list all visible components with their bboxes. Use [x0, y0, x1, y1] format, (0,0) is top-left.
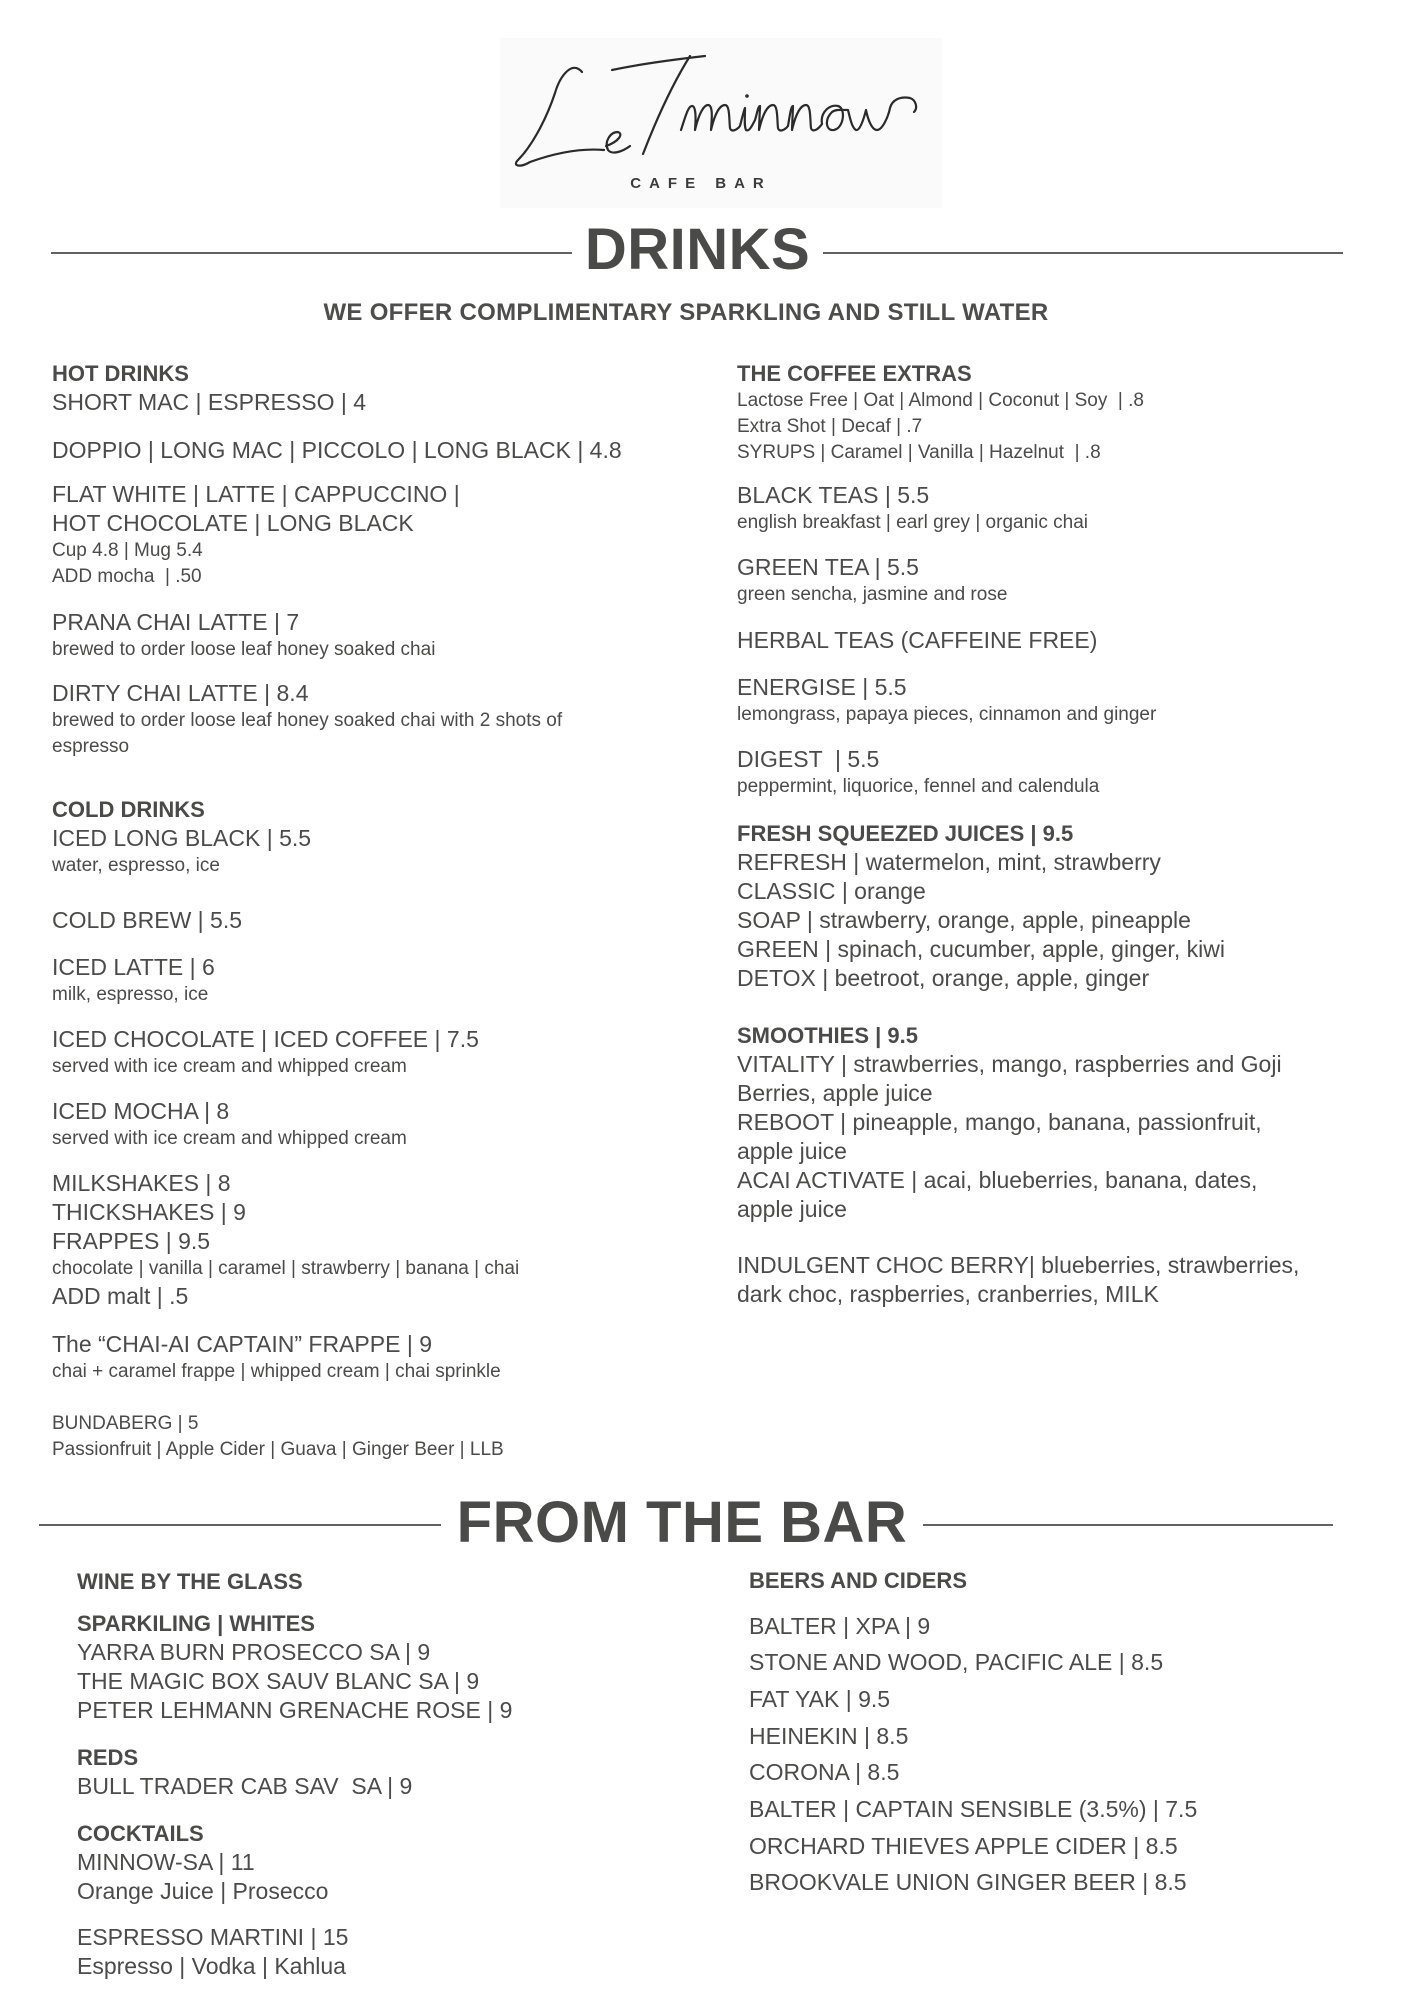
bar-rule-left: [39, 1524, 441, 1526]
coffee-extras-section: [737, 360, 1397, 466]
smoothie-reboot: REBOOT | pineapple, mango, banana, passionfruit,: [737, 1109, 1262, 1135]
item-flat-white: FLAT WHITE | LATTE | CAPPUCCINO |: [52, 481, 460, 507]
item-short-mac: SHORT MAC | ESPRESSO | 4: [52, 389, 367, 415]
item-prana-chai-group: [52, 608, 712, 663]
section-heading-cold-drinks: COLD DRINKS: [52, 797, 205, 822]
item-prana-chai: PRANA CHAI LATTE | 7: [52, 609, 300, 635]
logo-tagline: CAFE BAR: [630, 175, 772, 192]
section-heading-coffee-extras: THE COFFEE EXTRAS: [737, 361, 972, 386]
item-iced-long-black: ICED LONG BLACK | 5.5: [52, 825, 312, 851]
wine-rose: PETER LEHMANN GRENACHE ROSE | 9: [77, 1697, 513, 1723]
juice-classic: CLASSIC | orange: [737, 878, 926, 904]
item-hot-chocolate: HOT CHOCOLATE | LONG BLACK: [52, 510, 414, 536]
item-green-tea-group: [737, 553, 1397, 608]
item-description: brewed to order loose leaf honey soaked chai with 2 shots of: [52, 710, 563, 731]
item-iced-latte-group: [52, 953, 712, 1008]
item-bundaberg: BUNDABERG | 5: [52, 1413, 199, 1434]
item-cold-brew-group: [52, 906, 712, 935]
smoothies-section: [737, 1022, 1397, 1224]
beer-item: CORONA | 8.5: [749, 1759, 900, 1786]
item-addon: ADD malt | .5: [52, 1283, 189, 1309]
smoothie-indulgent-choc-berry-cont: dark choc, raspberries, cranberries, MILK: [737, 1281, 1159, 1307]
subheading-sparkling-whites: SPARKILING | WHITES: [77, 1611, 315, 1636]
item-flavours: Passionfruit | Apple Cider | Guava | Ginger Beer | LLB: [52, 1439, 504, 1460]
beer-item: BROOKVALE UNION GINGER BEER | 8.5: [749, 1869, 1187, 1896]
item-description: water, espresso, ice: [52, 855, 220, 876]
item-energise-group: [737, 673, 1397, 728]
beer-item: HEINEKIN | 8.5: [749, 1722, 909, 1749]
item-thickshakes: THICKSHAKES | 9: [52, 1199, 246, 1225]
section-heading-wine: WINE BY THE GLASS: [77, 1569, 303, 1594]
item-digest: DIGEST | 5.5: [737, 746, 880, 772]
subheading-reds: REDS: [77, 1745, 139, 1770]
cocktail-description: Orange Juice | Prosecco: [77, 1878, 329, 1904]
juice-green: GREEN | spinach, cucumber, apple, ginger, kiwi: [737, 936, 1225, 962]
bar-rule-right: [923, 1524, 1333, 1526]
item-chai-ai-frappe: The “CHAI-AI CAPTAIN” FRAPPE | 9: [52, 1331, 433, 1357]
cocktail-description: Espresso | Vodka | Kahlua: [77, 1953, 346, 1979]
smoothie-vitality: VITALITY | strawberries, mango, raspberries and Goji: [737, 1051, 1282, 1077]
item-description: green sencha, jasmine and rose: [737, 584, 1008, 605]
item-iced-latte: ICED LATTE | 6: [52, 954, 215, 980]
item-bundaberg-group: [52, 1411, 712, 1463]
subheading-cocktails: COCKTAILS: [77, 1821, 204, 1846]
wine-sauv-blanc: THE MAGIC BOX SAUV BLANC SA | 9: [77, 1668, 480, 1694]
item-description: espresso: [52, 736, 130, 757]
cocktail-minnow-sa: MINNOW-SA | 11: [77, 1849, 255, 1875]
item-milkshakes: MILKSHAKES | 8: [52, 1170, 231, 1196]
juice-detox: DETOX | beetroot, orange, apple, ginger: [737, 965, 1150, 991]
item-shakes-group: [52, 1169, 712, 1311]
item-description: peppermint, liquorice, fennel and calendula: [737, 776, 1100, 797]
smoothie-indulgent-choc-berry: INDULGENT CHOC BERRY| blueberries, strawberries,: [737, 1252, 1300, 1278]
smoothie-acai-activate-cont: apple juice: [737, 1196, 847, 1222]
herbal-teas-heading-group: [737, 626, 1397, 655]
item-sizes: Cup 4.8 | Mug 5.4: [52, 540, 203, 561]
sparkling-whites-section: [77, 1610, 717, 1725]
beers-heading-group: [749, 1567, 1389, 1595]
item-digest-group: [737, 745, 1397, 800]
wine-heading-group: [77, 1568, 717, 1596]
juice-soap: SOAP | strawberry, orange, apple, pineapple: [737, 907, 1191, 933]
beers-list: [749, 1608, 1389, 1902]
hot-drinks-section: [52, 360, 712, 417]
item-doppio: DOPPIO | LONG MAC | PICCOLO | LONG BLACK | 4.8: [52, 437, 622, 463]
item-flat-white-group: [52, 480, 712, 590]
drinks-rule-right: [823, 252, 1343, 254]
item-iced-chocolate-group: [52, 1025, 712, 1080]
juices-section: [737, 820, 1397, 993]
item-description: served with ice cream and whipped cream: [52, 1056, 407, 1077]
item-green-tea: GREEN TEA | 5.5: [737, 554, 919, 580]
beer-item: BALTER | CAPTAIN SENSIBLE (3.5%) | 7.5: [749, 1796, 1198, 1823]
section-heading-juices: FRESH SQUEEZED JUICES | 9.5: [737, 821, 1074, 846]
wine-cab-sav: BULL TRADER CAB SAV SA | 9: [77, 1773, 413, 1799]
item-description: served with ice cream and whipped cream: [52, 1128, 407, 1149]
item-iced-chocolate: ICED CHOCOLATE | ICED COFFEE | 7.5: [52, 1026, 479, 1052]
item-description: lemongrass, papaya pieces, cinnamon and ginger: [737, 704, 1157, 725]
item-black-teas-group: [737, 481, 1397, 536]
drinks-rule-left: [51, 252, 572, 254]
item-description: english breakfast | earl grey | organic chai: [737, 512, 1088, 533]
section-heading-beers: BEERS AND CIDERS: [749, 1568, 967, 1593]
reds-section: [77, 1744, 717, 1801]
extra-milk: Lactose Free | Oat | Almond | Coconut | Soy | .8: [737, 390, 1144, 411]
item-flavours: chocolate | vanilla | caramel | strawberry | banana | chai: [52, 1258, 520, 1279]
smoothie-indulgent-group: [737, 1251, 1397, 1309]
item-cold-brew: COLD BREW | 5.5: [52, 907, 243, 933]
extra-syrups: SYRUPS | Caramel | Vanilla | Hazelnut | .8: [737, 442, 1101, 463]
item-description: brewed to order loose leaf honey soaked chai: [52, 639, 436, 660]
item-iced-mocha-group: [52, 1097, 712, 1152]
section-heading-hot-drinks: HOT DRINKS: [52, 361, 189, 386]
bar-title: FROM THE BAR: [456, 1490, 908, 1555]
item-description: milk, espresso, ice: [52, 984, 209, 1005]
extra-shot: Extra Shot | Decaf | .7: [737, 416, 923, 437]
beer-item: STONE AND WOOD, PACIFIC ALE | 8.5: [749, 1649, 1164, 1676]
item-addon: ADD mocha | .50: [52, 566, 202, 587]
cocktail-espresso-martini-group: [77, 1923, 717, 1981]
beer-item: FAT YAK | 9.5: [749, 1685, 891, 1712]
item-black-teas: BLACK TEAS | 5.5: [737, 482, 930, 508]
item-description: chai + caramel frappe | whipped cream | chai sprinkle: [52, 1361, 501, 1382]
item-dirty-chai-group: [52, 679, 712, 760]
item-iced-mocha: ICED MOCHA | 8: [52, 1098, 230, 1124]
smoothie-vitality-cont: Berries, apple juice: [737, 1080, 933, 1106]
beer-item: ORCHARD THIEVES APPLE CIDER | 8.5: [749, 1832, 1178, 1859]
item-doppio-group: [52, 436, 712, 465]
smoothie-reboot-cont: apple juice: [737, 1138, 847, 1164]
item-dirty-chai: DIRTY CHAI LATTE | 8.4: [52, 680, 309, 706]
water-notice: WE OFFER COMPLIMENTARY SPARKLING AND STILL WATER: [323, 299, 1049, 326]
cocktails-section: [77, 1820, 717, 1906]
drinks-title: DRINKS: [584, 217, 811, 282]
beer-item: BALTER | XPA | 9: [749, 1612, 931, 1639]
smoothie-acai-activate: ACAI ACTIVATE | acai, blueberries, banana, dates,: [737, 1167, 1258, 1193]
item-chai-ai-frappe-group: [52, 1330, 712, 1385]
juice-refresh: REFRESH | watermelon, mint, strawberry: [737, 849, 1161, 875]
section-heading-smoothies: SMOOTHIES | 9.5: [737, 1023, 918, 1048]
item-frappes: FRAPPES | 9.5: [52, 1228, 211, 1254]
herbal-teas-heading: HERBAL TEAS (CAFFEINE FREE): [737, 627, 1098, 653]
cold-drinks-section: [52, 796, 712, 879]
wine-prosecco: YARRA BURN PROSECCO SA | 9: [77, 1639, 431, 1665]
item-energise: ENERGISE | 5.5: [737, 674, 907, 700]
cocktail-espresso-martini: ESPRESSO MARTINI | 15: [77, 1924, 349, 1950]
